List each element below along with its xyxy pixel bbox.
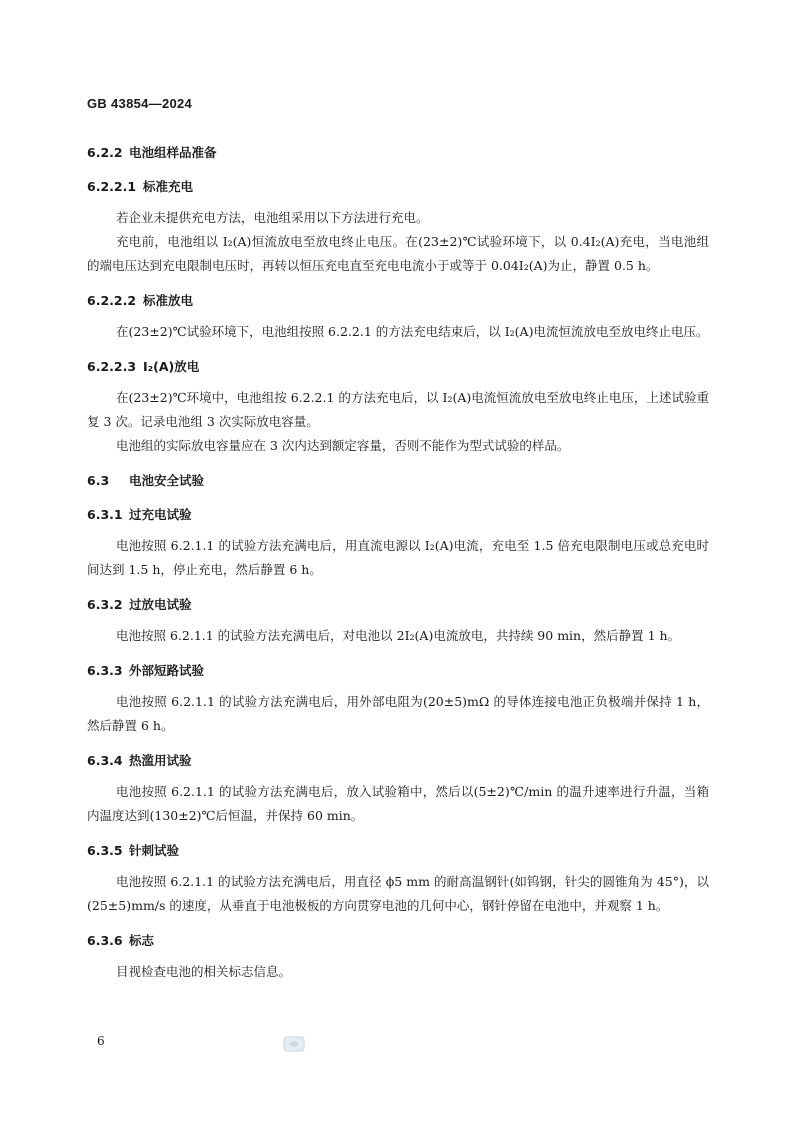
section-heading-6-3 xyxy=(87,468,709,494)
section-heading-6-3-1 xyxy=(87,502,709,528)
section-number: 6.3.2 xyxy=(87,597,123,612)
section-number: 6.2.2.1 xyxy=(87,179,137,194)
section-heading-6-2-2-2 xyxy=(87,288,709,314)
standard-code: GB 43854—2024 xyxy=(87,96,193,111)
section-heading-6-3-5 xyxy=(87,838,709,864)
section-number: 6.3.3 xyxy=(87,663,123,678)
section-number: 6.2.2.2 xyxy=(87,293,137,308)
section-title: 标志 xyxy=(129,933,155,948)
section-title: 标准放电 xyxy=(143,293,194,308)
paragraph: 电池按照 6.2.1.1 的试验方法充满电后，用直流电源以 I₂(A)电流，充电至 1.5 倍充电限制电压或总充电时间达到 1.5 h，停止充电，然后静置 6 h。 xyxy=(87,538,709,577)
section-title: 外部短路试验 xyxy=(129,663,205,678)
section-title: 过充电试验 xyxy=(129,507,192,522)
section-number: 6.2.2 xyxy=(87,145,123,160)
watermark-logo-icon xyxy=(283,1036,305,1052)
paragraph: 电池按照 6.2.1.1 的试验方法充满电后，用直径 ϕ5 mm 的耐高温钢针(如钨钢，针尖的圆锥角为 45°)，以(25±5)mm/s 的速度，从垂直于电池极板的方向贯穿电池的几何中心，钢针停留在电池中，并观察 1 h。 xyxy=(87,874,709,913)
section-number: 6.3.6 xyxy=(87,933,123,948)
section-title: 过放电试验 xyxy=(129,597,192,612)
document-body xyxy=(87,140,709,984)
paragraph: 充电前，电池组以 I₂(A)恒流放电至放电终止电压。在(23±2)℃试验环境下，以 0.4I₂(A)充电，当电池组的端电压达到充电限制电压时，再转以恒压充电直至充电电流小于或等于 0.04I₂(A)为止，静置 0.5 h。 xyxy=(87,234,709,273)
section-number: 6.3 xyxy=(87,473,110,488)
section-title: 热滥用试验 xyxy=(129,753,192,768)
section-number: 6.3.5 xyxy=(87,843,123,858)
section-title: I₂(A)放电 xyxy=(143,359,200,374)
page-number: 6 xyxy=(97,1034,105,1048)
paragraph: 电池按照 6.2.1.1 的试验方法充满电后，用外部电阻为(20±5)mΩ 的导体连接电池正负极端并保持 1 h，然后静置 6 h。 xyxy=(87,694,709,733)
section-title: 电池组样品准备 xyxy=(129,145,217,160)
section-title: 针刺试验 xyxy=(129,843,180,858)
paragraph: 目视检查电池的相关标志信息。 xyxy=(116,964,292,979)
paragraph: 电池按照 6.2.1.1 的试验方法充满电后，对电池以 2I₂(A)电流放电，共持续 90 min，然后静置 1 h。 xyxy=(116,628,681,643)
paragraph: 在(23±2)℃试验环境下，电池组按照 6.2.2.1 的方法充电结束后，以 I₂(A)电流恒流放电至放电终止电压。 xyxy=(116,324,709,339)
paragraph: 在(23±2)℃环境中，电池组按 6.2.2.1 的方法充电后，以 I₂(A)电流恒流放电至放电终止电压，上述试验重复 3 次。记录电池组 3 次实际放电容量。 xyxy=(87,390,709,429)
section-number: 6.2.2.3 xyxy=(87,359,137,374)
section-heading-6-3-2 xyxy=(87,592,709,618)
section-heading-6-3-4 xyxy=(87,748,709,774)
section-number: 6.3.4 xyxy=(87,753,123,768)
paragraph: 电池组的实际放电容量应在 3 次内达到额定容量，否则不能作为型式试验的样品。 xyxy=(116,438,570,453)
section-title: 标准充电 xyxy=(143,179,194,194)
section-heading-6-2-2-3 xyxy=(87,354,709,380)
section-heading-6-3-3 xyxy=(87,658,709,684)
paragraph: 若企业未提供充电方法，电池组采用以下方法进行充电。 xyxy=(116,210,429,225)
section-heading-6-2-2-1 xyxy=(87,174,709,200)
section-number: 6.3.1 xyxy=(87,507,123,522)
section-heading-6-3-6 xyxy=(87,928,709,954)
paragraph: 电池按照 6.2.1.1 的试验方法充满电后，放入试验箱中，然后以(5±2)℃/min 的温升速率进行升温，当箱内温度达到(130±2)℃后恒温，并保持 60 min。 xyxy=(87,784,709,823)
section-heading-6-2-2 xyxy=(87,140,709,166)
section-title: 电池安全试验 xyxy=(129,473,205,488)
